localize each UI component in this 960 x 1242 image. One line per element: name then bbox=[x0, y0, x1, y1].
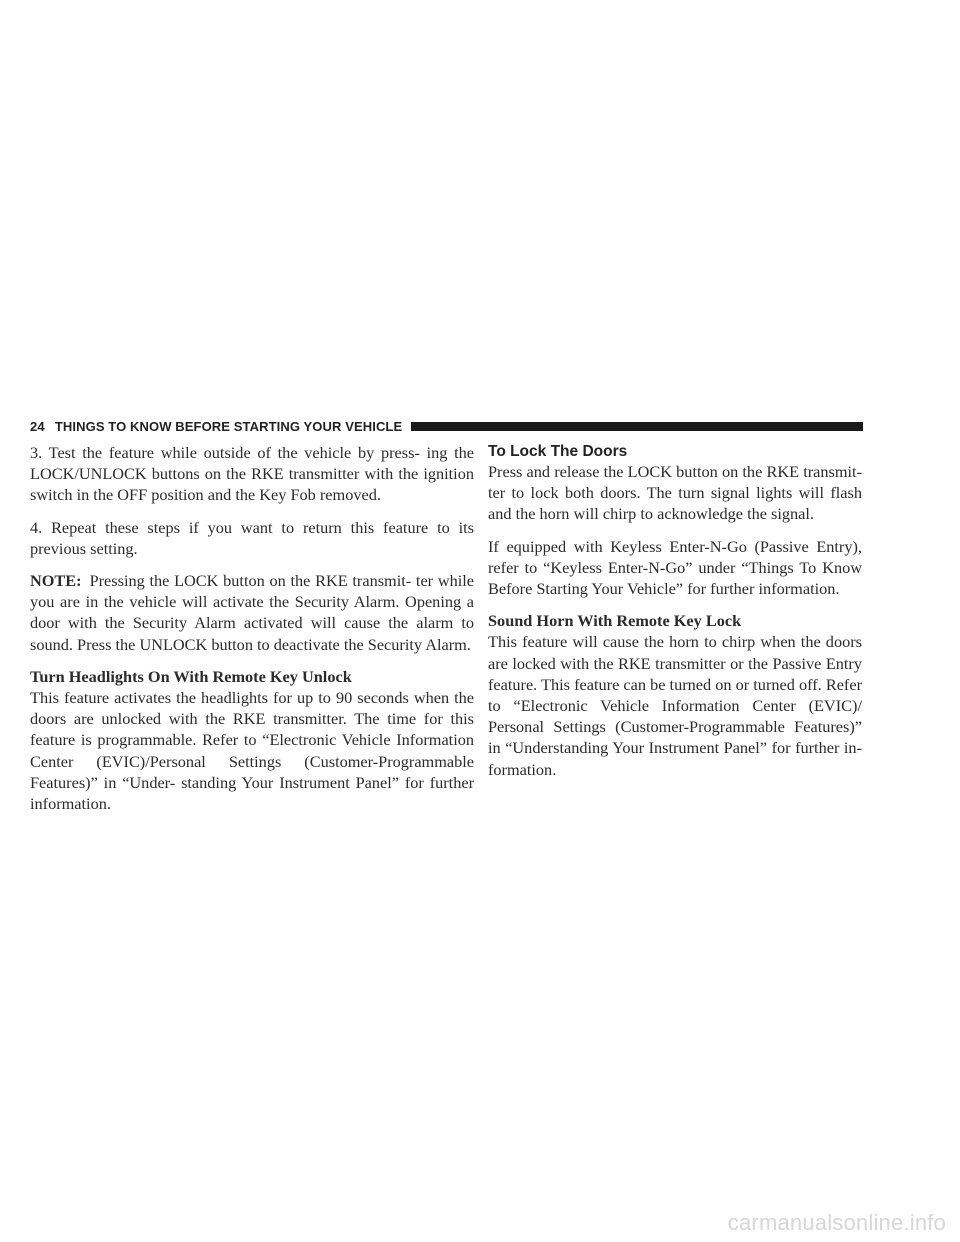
step-3-paragraph: 3. Test the feature while outside of the vehicle by press- ing the LOCK/UNLOCK buttons on the RKE transmitter with the ignition switch in the OFF position and the Key Fob removed. bbox=[30, 443, 474, 505]
watermark: carmanualsonline.info bbox=[727, 1210, 946, 1235]
lock-doors-paragraph: Press and release the LOCK button on the RKE transmit- ter to lock both doors. The turn signal lights will flash and the horn will chirp to acknowledge the signal. bbox=[488, 462, 862, 524]
headlights-paragraph: This feature activates the headlights for up to 90 seconds when the doors are unlocked with the RKE transmitter. The time for this feature is programmable. Refer to “Electronic Vehicle Information Center (EVIC)/Personal Settings (Customer-Programmable Features)” in “Under- standing Your Instrument Panel” for further information. bbox=[30, 688, 474, 814]
page-header bbox=[30, 416, 863, 436]
step-4-paragraph: 4. Repeat these steps if you want to return this feature to its previous setting. bbox=[30, 517, 474, 558]
lock-doors-heading: To Lock The Doors bbox=[488, 443, 628, 460]
left-column bbox=[30, 442, 474, 825]
horn-heading: Sound Horn With Remote Key Lock bbox=[488, 611, 742, 631]
right-column bbox=[488, 442, 862, 791]
section-title: THINGS TO KNOW BEFORE STARTING YOUR VEHICLE bbox=[54, 418, 403, 434]
keyless-paragraph: If equipped with Keyless Enter-N-Go (Passive Entry), refer to “Keyless Enter-N-Go” under “Things To Know Before Starting Your Vehicle” for further information. bbox=[488, 536, 862, 599]
header-rule bbox=[411, 422, 863, 431]
note-paragraph bbox=[30, 570, 474, 655]
headlights-heading: Turn Headlights On With Remote Key Unlock bbox=[30, 666, 352, 686]
note-text: Pressing the LOCK button on the RKE transmit- ter while you are in the vehicle will activate the Security Alarm. Opening a door with the Security Alarm activated will cause the alarm to sound. Press the UNLOCK button to deactivate the Security Alarm. bbox=[30, 571, 474, 654]
note-label: NOTE: bbox=[30, 571, 82, 591]
page-number: 24 bbox=[30, 418, 45, 434]
horn-paragraph: This feature will cause the horn to chirp when the doors are locked with the RKE transmitter or the Passive Entry feature. This feature can be turned on or turned off. Refer to “Electronic Vehicle Information Center (EVIC)/ Personal Settings (Customer-Programmable Features)” in “Understanding Your Instrument Panel” for further in- formation. bbox=[488, 632, 862, 779]
